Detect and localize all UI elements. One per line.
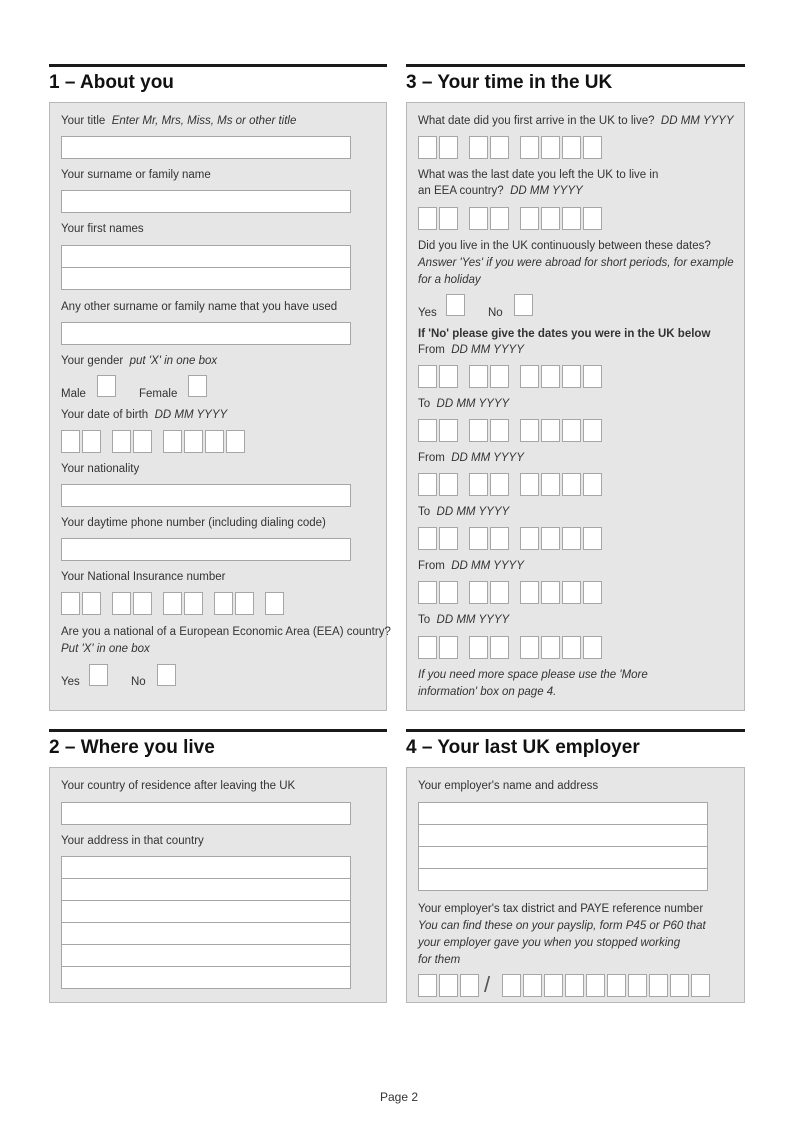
title-label: Your title Enter Mr, Mrs, Miss, Ms or other title: [61, 115, 297, 127]
date-digit-box[interactable]: [418, 207, 437, 230]
first-names-field-2[interactable]: [61, 267, 351, 290]
surname-label: Your surname or family name: [61, 169, 211, 181]
nino-char-box[interactable]: [184, 592, 203, 615]
other-surname-label: Any other surname or family name that you have used: [61, 301, 338, 313]
date-digit-box[interactable]: [439, 419, 458, 442]
section-3-rule: [406, 64, 745, 67]
employer-address-line-3[interactable]: [418, 846, 708, 869]
left-hint: DD MM YYYY: [510, 185, 583, 197]
paye-reference-box[interactable]: [691, 974, 710, 997]
paye-hint-line2: your employer gave you when you stopped working: [418, 937, 681, 949]
date-digit-box[interactable]: [541, 207, 560, 230]
date-digit-box[interactable]: [520, 527, 539, 550]
date-digit-box[interactable]: [469, 636, 488, 659]
date-digit-box[interactable]: [439, 527, 458, 550]
dob-digit-box[interactable]: [226, 430, 245, 453]
nino-char-box[interactable]: [61, 592, 80, 615]
date-digit-box[interactable]: [439, 473, 458, 496]
section-3-title: 3 – Your time in the UK: [406, 72, 613, 93]
dob-digit-box[interactable]: [82, 430, 101, 453]
date-digit-box[interactable]: [562, 136, 581, 159]
employer-address-line-4[interactable]: [418, 868, 708, 891]
date-digit-box[interactable]: [562, 473, 581, 496]
to-label-3: To DD MM YYYY: [418, 614, 510, 626]
nino-label: Your National Insurance number: [61, 571, 226, 583]
nino-char-box[interactable]: [112, 592, 131, 615]
date-digit-box[interactable]: [583, 581, 602, 604]
date-digit-box[interactable]: [541, 136, 560, 159]
date-digit-box[interactable]: [583, 365, 602, 388]
if-no-label: If 'No' please give the dates you were in the UK below: [418, 328, 711, 340]
date-digit-box[interactable]: [469, 527, 488, 550]
date-digit-box[interactable]: [562, 365, 581, 388]
first-names-label: Your first names: [61, 223, 144, 235]
date-digit-box[interactable]: [439, 365, 458, 388]
dob-digit-box[interactable]: [133, 430, 152, 453]
date-digit-box[interactable]: [490, 636, 509, 659]
date-digit-box[interactable]: [520, 636, 539, 659]
left-label-line1: What was the last date you left the UK to live in: [418, 169, 659, 181]
paye-reference-box[interactable]: [670, 974, 689, 997]
dob-label: Your date of birth DD MM YYYY: [61, 409, 228, 421]
continuous-hint-line2: for a holiday: [418, 274, 481, 286]
date-digit-box[interactable]: [439, 136, 458, 159]
date-digit-box[interactable]: [490, 207, 509, 230]
eea-hint: Put 'X' in one box: [61, 643, 150, 655]
date-digit-box[interactable]: [562, 419, 581, 442]
date-digit-box[interactable]: [490, 365, 509, 388]
eea-no-label: No: [131, 676, 146, 688]
continuous-yes-checkbox[interactable]: [446, 294, 465, 316]
more-space-line1: If you need more space please use the 'More: [418, 669, 648, 681]
address-line-1[interactable]: [61, 856, 351, 879]
date-digit-box[interactable]: [469, 473, 488, 496]
date-digit-box[interactable]: [520, 419, 539, 442]
arrive-label: What date did you first arrive in the UK to live? DD MM YYYY: [418, 115, 734, 127]
date-digit-box[interactable]: [562, 636, 581, 659]
paye-hint-line1: You can find these on your payslip, form P45 or P60 that: [418, 920, 706, 932]
phone-field[interactable]: [61, 538, 351, 561]
address-line-4[interactable]: [61, 922, 351, 945]
nino-char-box[interactable]: [214, 592, 233, 615]
dob-digit-box[interactable]: [61, 430, 80, 453]
date-digit-box[interactable]: [418, 473, 437, 496]
phone-label: Your daytime phone number (including dialing code): [61, 517, 326, 529]
date-digit-box[interactable]: [418, 419, 437, 442]
date-digit-box[interactable]: [439, 207, 458, 230]
dob-digit-box[interactable]: [205, 430, 224, 453]
date-digit-box[interactable]: [418, 581, 437, 604]
address-line-3[interactable]: [61, 900, 351, 923]
dob-digit-box[interactable]: [184, 430, 203, 453]
date-digit-box[interactable]: [541, 527, 560, 550]
female-label: Female: [139, 388, 178, 400]
date-digit-box[interactable]: [469, 207, 488, 230]
date-digit-box[interactable]: [418, 136, 437, 159]
continuous-label: Did you live in the UK continuously between these dates?: [418, 240, 711, 252]
surname-field[interactable]: [61, 190, 351, 213]
address-line-5[interactable]: [61, 944, 351, 967]
paye-reference-box[interactable]: [607, 974, 626, 997]
eea-question: Are you a national of a European Economic Area (EEA) country?: [61, 626, 391, 638]
date-digit-box[interactable]: [469, 136, 488, 159]
nino-char-box[interactable]: [235, 592, 254, 615]
country-label: Your country of residence after leaving the UK: [61, 780, 296, 792]
date-digit-box[interactable]: [541, 365, 560, 388]
paye-separator: /: [484, 972, 491, 997]
to-label-1: To DD MM YYYY: [418, 398, 510, 410]
nino-char-box[interactable]: [163, 592, 182, 615]
continuous-hint-line1: Answer 'Yes' if you were abroad for short periods, for example: [418, 257, 734, 269]
title-hint: Enter Mr, Mrs, Miss, Ms or other title: [111, 115, 297, 127]
to-label-2: To DD MM YYYY: [418, 506, 510, 518]
date-digit-box[interactable]: [583, 419, 602, 442]
paye-label: Your employer's tax district and PAYE reference number: [418, 903, 704, 915]
section-4-title: 4 – Your last UK employer: [406, 737, 640, 758]
date-digit-box[interactable]: [490, 581, 509, 604]
date-digit-box[interactable]: [439, 636, 458, 659]
date-digit-box[interactable]: [439, 581, 458, 604]
address-line-6[interactable]: [61, 966, 351, 989]
paye-reference-box[interactable]: [628, 974, 647, 997]
date-digit-box[interactable]: [583, 473, 602, 496]
paye-reference-box[interactable]: [565, 974, 584, 997]
first-names-field-1[interactable]: [61, 245, 351, 268]
dob-digit-box[interactable]: [112, 430, 131, 453]
date-digit-box[interactable]: [541, 636, 560, 659]
from-label-1: From DD MM YYYY: [418, 344, 524, 356]
nationality-label: Your nationality: [61, 463, 140, 475]
male-label: Male: [61, 388, 86, 400]
tax-district-box[interactable]: [460, 974, 479, 997]
from-label-2: From DD MM YYYY: [418, 452, 524, 464]
date-digit-box[interactable]: [418, 365, 437, 388]
date-digit-box[interactable]: [583, 636, 602, 659]
date-digit-box[interactable]: [583, 527, 602, 550]
date-digit-box[interactable]: [520, 581, 539, 604]
paye-reference-box[interactable]: [523, 974, 542, 997]
employer-name-label: Your employer's name and address: [418, 780, 599, 792]
other-surname-field[interactable]: [61, 322, 351, 345]
female-checkbox[interactable]: [188, 375, 207, 397]
date-digit-box[interactable]: [541, 581, 560, 604]
eea-no-checkbox[interactable]: [157, 664, 176, 686]
date-digit-box[interactable]: [490, 473, 509, 496]
date-digit-box[interactable]: [469, 365, 488, 388]
date-digit-box[interactable]: [490, 419, 509, 442]
dob-digit-box[interactable]: [163, 430, 182, 453]
tax-district-box[interactable]: [418, 974, 437, 997]
employer-address-line-1[interactable]: [418, 802, 708, 825]
paye-reference-box[interactable]: [544, 974, 563, 997]
date-digit-box[interactable]: [541, 419, 560, 442]
arrive-hint: DD MM YYYY: [660, 115, 734, 127]
date-digit-box[interactable]: [490, 527, 509, 550]
section-1-title: 1 – About you: [49, 72, 174, 93]
employer-address-line-2[interactable]: [418, 824, 708, 847]
tax-district-box[interactable]: [439, 974, 458, 997]
address-label: Your address in that country: [61, 835, 204, 847]
title-field[interactable]: [61, 136, 351, 159]
left-label-line2: an EEA country? DD MM YYYY: [418, 185, 583, 197]
nationality-field[interactable]: [61, 484, 351, 507]
date-digit-box[interactable]: [520, 473, 539, 496]
date-digit-box[interactable]: [469, 581, 488, 604]
date-digit-box[interactable]: [520, 136, 539, 159]
date-digit-box[interactable]: [520, 365, 539, 388]
date-digit-box[interactable]: [541, 473, 560, 496]
date-digit-box[interactable]: [583, 136, 602, 159]
continuous-no-label: No: [488, 307, 503, 319]
nino-char-box[interactable]: [133, 592, 152, 615]
paye-hint-line3: for them: [418, 954, 461, 966]
male-checkbox[interactable]: [97, 375, 116, 397]
from-label-3: From DD MM YYYY: [418, 560, 524, 572]
continuous-no-checkbox[interactable]: [514, 294, 533, 316]
date-digit-box[interactable]: [490, 136, 509, 159]
date-digit-box[interactable]: [520, 207, 539, 230]
more-space-line2: information' box on page 4.: [418, 686, 557, 698]
section-1-rule: [49, 64, 387, 67]
dob-hint: DD MM YYYY: [154, 409, 228, 421]
gender-label: Your gender put 'X' in one box: [61, 355, 218, 367]
paye-reference-box[interactable]: [649, 974, 668, 997]
page-number: Page 2: [380, 1090, 419, 1104]
paye-reference-box[interactable]: [586, 974, 605, 997]
continuous-yes-label: Yes: [418, 307, 437, 319]
date-digit-box[interactable]: [583, 207, 602, 230]
nino-char-box[interactable]: [82, 592, 101, 615]
gender-hint: put 'X' in one box: [129, 355, 218, 367]
section-4-rule: [406, 729, 745, 732]
date-digit-box[interactable]: [562, 527, 581, 550]
country-field[interactable]: [61, 802, 351, 825]
date-digit-box[interactable]: [469, 419, 488, 442]
address-line-2[interactable]: [61, 878, 351, 901]
eea-yes-checkbox[interactable]: [89, 664, 108, 686]
date-digit-box[interactable]: [562, 581, 581, 604]
section-2-title: 2 – Where you live: [49, 737, 215, 758]
paye-reference-box[interactable]: [502, 974, 521, 997]
date-digit-box[interactable]: [418, 527, 437, 550]
nino-char-box[interactable]: [265, 592, 284, 615]
date-digit-box[interactable]: [562, 207, 581, 230]
date-digit-box[interactable]: [418, 636, 437, 659]
section-2-rule: [49, 729, 387, 732]
eea-yes-label: Yes: [61, 676, 80, 688]
